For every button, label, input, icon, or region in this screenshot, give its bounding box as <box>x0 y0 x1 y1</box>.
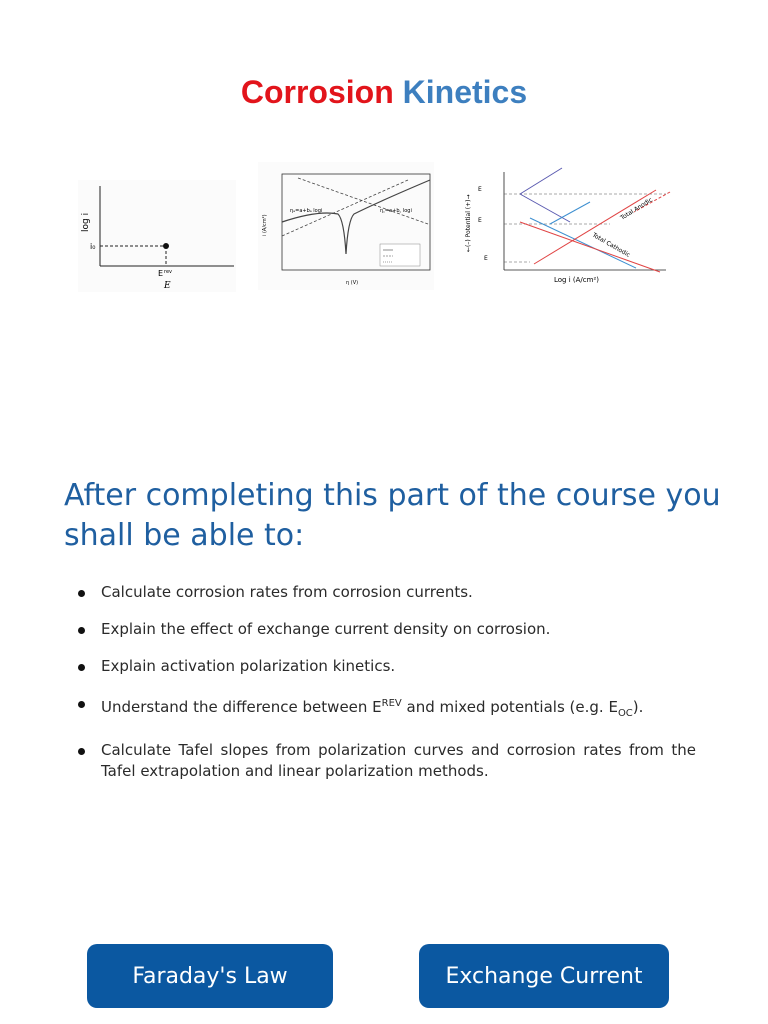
erev-sup-label: rev <box>164 269 172 275</box>
erev-label: E <box>158 269 164 278</box>
objective-item <box>64 619 696 640</box>
legend-box <box>380 244 420 266</box>
h-cathodic-line <box>530 218 636 268</box>
exchange-current-plot <box>78 180 236 292</box>
exchange-current-figure <box>78 180 236 292</box>
x-axis-label: Log i (A/cm²) <box>554 276 599 284</box>
title-word-kinetics: Kinetics <box>402 74 528 110</box>
y-axis-label: log i <box>81 212 91 232</box>
objective-text: Calculate corrosion rates from corrosion currents. <box>101 583 473 601</box>
objectives-heading: After completing this part of the course you shall be able to: <box>64 478 721 553</box>
y-axis-label: i (A/cm²) <box>262 214 268 236</box>
objective-text-post: ). <box>632 698 644 716</box>
i0-label: i₀ <box>90 242 96 251</box>
objective-text: Explain the effect of exchange current density on corrosion. <box>101 620 551 638</box>
objective-item <box>64 582 696 603</box>
m-potential-label: E <box>484 255 488 262</box>
bullet-icon <box>78 627 85 634</box>
page-title <box>0 74 768 111</box>
h-anodic-line <box>550 202 590 224</box>
y-axis-label: ←(–) Potential (+)→ <box>465 194 472 252</box>
rev-superscript: REV <box>381 698 402 709</box>
objectives-list <box>64 582 696 798</box>
cathodic-equation: η꜀=a+b꜀ logi <box>380 208 412 214</box>
fe-cathodic-line <box>520 194 570 222</box>
tafel-plot-figure <box>258 162 434 290</box>
title-word-corrosion: Corrosion <box>240 74 394 110</box>
tafel-plot <box>258 162 434 290</box>
objective-text-pre: Understand the difference between E <box>101 698 382 716</box>
fe-potential-label: E <box>478 186 482 193</box>
evans-diagram <box>460 162 672 290</box>
faradays-law-button[interactable]: Faraday's Law <box>87 944 333 1008</box>
total-anodic-label: Total Anodic <box>619 196 654 222</box>
objective-text: Explain activation polarization kinetics. <box>101 657 396 675</box>
total-anodic-line <box>534 190 656 264</box>
oc-subscript: OC <box>617 708 633 719</box>
objective-item <box>64 656 696 677</box>
objective-text-mid: and mixed potentials (e.g. E <box>401 698 618 716</box>
equilibrium-point <box>163 243 169 249</box>
fe-anodic-line <box>520 168 562 194</box>
bullet-icon <box>78 664 85 671</box>
objective-item <box>64 740 696 782</box>
anodic-equation: ηₐ=a+bₐ logi <box>290 208 323 214</box>
cathodic-tafel-line <box>298 178 428 224</box>
objective-item <box>64 693 696 724</box>
bullet-icon <box>78 748 85 755</box>
bullet-icon <box>78 701 85 708</box>
h-potential-label: E <box>478 217 482 224</box>
x-axis-label: η (V) <box>346 280 359 286</box>
exchange-current-button[interactable]: Exchange Current <box>419 944 669 1008</box>
x-axis-label: E <box>164 281 171 291</box>
bullet-icon <box>78 590 85 597</box>
evans-diagram-figure <box>460 162 672 290</box>
total-cathodic-label: Total Cathodic <box>591 231 632 259</box>
objective-text: Calculate Tafel slopes from polarization curves and corrosion rates from the Tafel extrapolation and linear polarization methods. <box>101 741 696 780</box>
